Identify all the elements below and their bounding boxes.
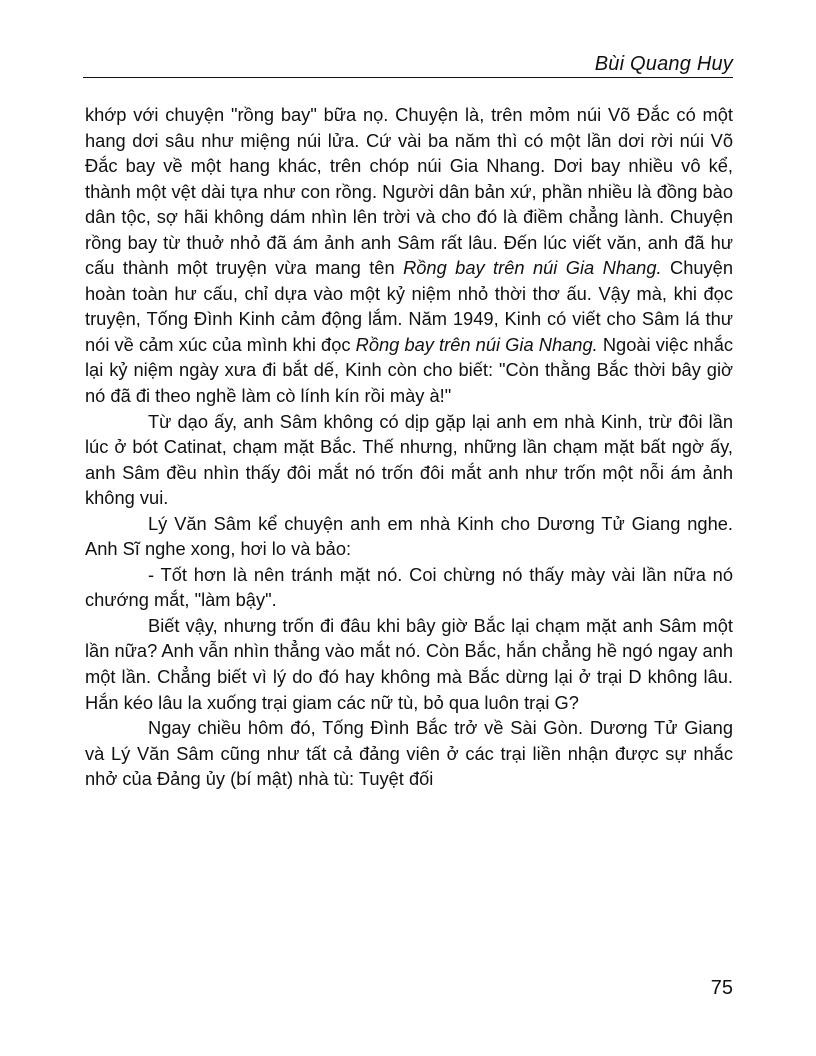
page-number: 75 [710, 977, 733, 999]
paragraph [85, 511, 733, 562]
text-run: Chuyện hoàn toàn hư cấu, chỉ dựa vào một kỷ niệm nhỏ thời thơ ấu. Vậy mà, khi đọc truyện, Tống Đình Kinh cảm động lắm. Năm 1949, Kinh có viết cho Sâm lá thư nói về cảm xúc của mình khi đọc [85, 257, 734, 355]
text-run: Ngoài việc nhắc lại kỷ niệm ngày xưa đi bắt dế, Kinh còn cho biết: "Còn thằng Bắc thời bây giờ nó đã đi theo nghề làm cò lính kín rồi mày à!" [85, 333, 733, 407]
body-text [85, 102, 733, 792]
paragraph [85, 715, 733, 792]
text-run: - Tốt hơn là nên tránh mặt nó. Coi chừng nó thấy mày vài lần nữa nó chướng mắt, "làm bậy". [85, 563, 733, 611]
dialogue-paragraph [85, 562, 733, 613]
italic-book-title: Rồng bay trên núi Gia Nhang. [403, 257, 662, 279]
text-run: Từ dạo ấy, anh Sâm không có dịp gặp lại anh em nhà Kinh, trừ đôi lần lúc ở bót Catinat, chạm mặt Bắc. Thế nhưng, những lần chạm mặt bất ngờ ấy, anh Sâm đều nhìn thấy đôi mắt nó trốn đôi mắt anh như trốn một nỗi ám ảnh không vui. [85, 410, 733, 509]
paragraph [85, 409, 733, 511]
text-run: khớp với chuyện "rồng bay" bữa nọ. Chuyện là, trên mỏm núi Võ Đắc có một hang dơi sâu như miệng núi lửa. Cứ vài ba năm thì có một lần dơi rời núi Võ Đắc bay về một hang khác, trên chóp núi Gia Nhang. Dơi bay nhiều vô kể, thành một vệt dài tựa như con rồng. Người dân bản xứ, phần nhiều là đồng bào dân tộc, sợ hãi không dám nhìn lên trời và cho đó là điềm chẳng lành. Chuyện rồng bay từ thuở nhỏ đã ám ảnh anh Sâm rất lâu. Đến lúc viết văn, anh đã hư cấu thành một truyện vừa mang tên [85, 104, 733, 279]
running-head-author: Bùi Quang Huy [594, 53, 733, 75]
paragraph [85, 102, 733, 409]
text-run: Ngay chiều hôm đó, Tống Đình Bắc trở về Sài Gòn. Dương Tử Giang và Lý Văn Sâm cũng như tất cả đảng viên ở các trại liền nhận được sự nhắc nhở của Đảng ủy (bí mật) nhà tù: Tuyệt đối [85, 717, 733, 790]
italic-book-title: Rồng bay trên núi Gia Nhang. [355, 333, 598, 355]
header-rule [83, 77, 733, 78]
paragraph [85, 613, 733, 715]
text-run: Lý Văn Sâm kể chuyện anh em nhà Kinh cho Dương Tử Giang nghe. Anh Sĩ nghe xong, hơi lo và bảo: [85, 512, 733, 560]
text-run: Biết vậy, nhưng trốn đi đâu khi bây giờ Bắc lại chạm mặt anh Sâm một lần nữa? Anh vẫn nhìn thẳng vào mắt nó. Còn Bắc, hắn chẳng hề ngó ngay anh một lần. Chẳng biết vì lý do đó hay không mà Bắc dừng lại ở trại D không lâu. Hắn kéo lâu la xuống trại giam các nữ tù, bỏ qua luôn trại G? [85, 614, 733, 713]
